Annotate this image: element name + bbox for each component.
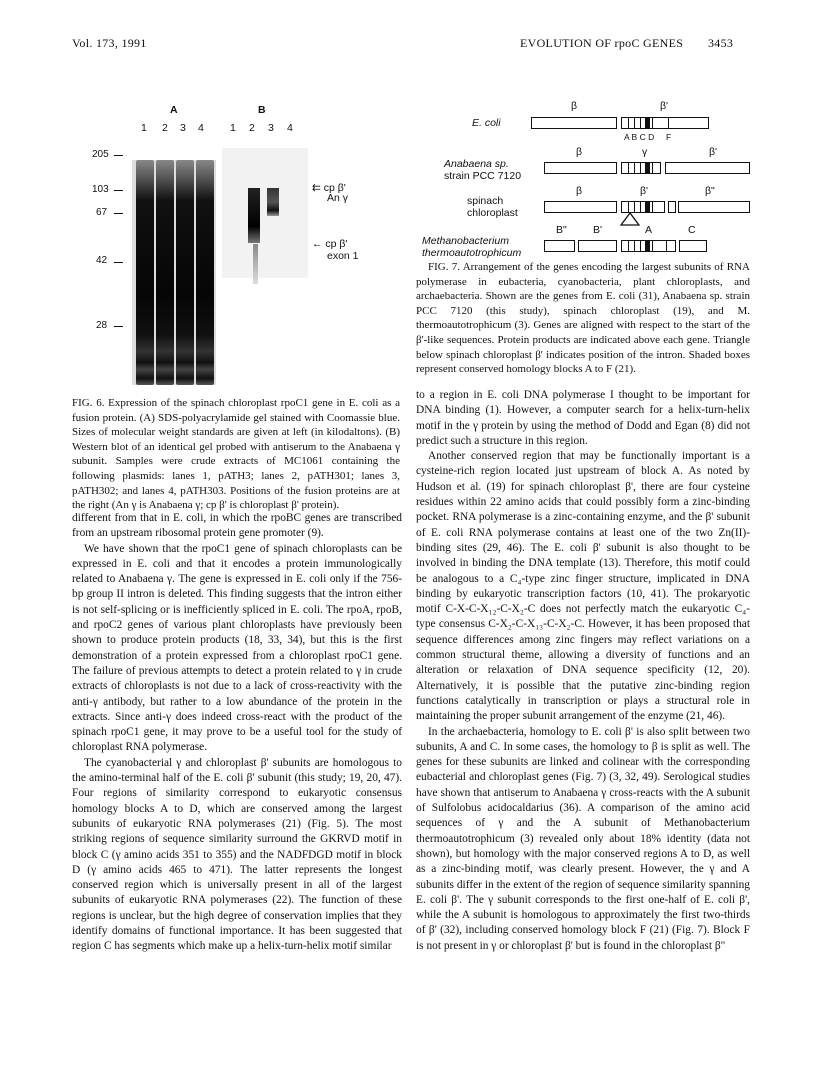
paragraph: In the archaebacteria, homology to E. coli β' is also split between two subunits, A and C. In some cases, the homology to β is split as well. The genes for these subunits are linked and colinear with the corresponding eubacterial and chloroplast genes (Fig. 7) (3, 32, 49). Serological studies have shown that antiserum to Anabaena γ cross-reacts with the A subunit of Sulfolobus acidocaldarius (36). A comparison of the amino acid sequences of γ and the A subunit of Methanobacterium thermoautotrophicum (3) revealed only about 18% identity (data not shown), but homology with the major conserved regions A to D, as well as a zinc-binding motif, was clearly present. However, the γ and A subunits differ in the extent of the region of sequence similarity spanning E. coli β'. The γ subunit corresponds to the first one-half of E. coli β', while the A subunit is homologous to approximately the first two-thirds of β' (32), including conserved homology block F (21) (Fig. 7). Block F is not present in γ or chloroplast β' but is found in the chloroplast β": [416, 725, 750, 952]
marker-28: 28: [96, 320, 108, 331]
label-an-gamma: An γ: [327, 192, 349, 204]
paragraph: We have shown that the rpoC1 gene of spinach chloroplasts can be expressed in E. coli and that it encodes a protein immunologically related to Anabaena γ. The gene is expressed in E. coli only if the 756-bp group II intron is deleted. This finding suggests that the intron either is not self-splicing or is inefficiently spliced in E. coli. The rpoA, rpoB, and rpoC2 genes of various plant chloroplasts have previously been shown to produce protein products (18, 33, 34), but this is the first demonstration of a protein expressed from a chloroplast rpoC1 gene. The failure of previous attempts to detect a protein related to γ in crude extracts of chloroplasts is not due to a lack of cross-reactivity with the anti-γ antibody, but rather to a low abundance of the protein in the extracts. Since anti-γ does indeed cross-react with the product of the spinach rpoC1 gene, it may prove to be a useful tool for the study of chloroplast RNA polymerase.: [72, 542, 402, 754]
organism-label: E. coli: [472, 117, 501, 129]
intron-triangle-icon: [620, 212, 640, 226]
gene-box: [668, 201, 676, 213]
organism-label: chloroplast: [467, 207, 518, 219]
right-column-text: [416, 388, 750, 954]
marker-205: 205: [92, 149, 109, 160]
gene-box: [679, 240, 707, 252]
panel-b-label: B: [258, 104, 266, 116]
gene-label: β': [709, 146, 718, 158]
journal-volume: Vol. 173, 1991: [72, 36, 147, 50]
gene-label: β: [576, 146, 583, 158]
gene-label: β: [571, 100, 578, 112]
panel-a-label: A: [170, 104, 178, 116]
gene-box-conserved: [621, 240, 676, 252]
paragraph: different from that in E. coli, in which the rpoBC genes are transcribed from an upstream ribosomal protein gene promoter (9).: [72, 512, 402, 540]
gene-label: B': [593, 224, 603, 236]
lane-label: 4: [287, 122, 293, 134]
paragraph: to a region in E. coli DNA polymerase I thought to be important for DNA binding (1). However, a computer search for a helix-turn-helix motif in the γ protein by using the method of Dodd and Egan (8) did not predict such a structure in this region.: [416, 389, 750, 447]
figure-6-caption: FIG. 6. Expression of the spinach chloroplast rpoC1 gene in E. coli as a fusion protein. (A) SDS-polyacrylamide gel stained with Coomassie blue. Sizes of molecular weight standards are given at left (in kilodaltons). (B) Western blot of an identical gel probed with antiserum to the Anabaena γ subunit. Samples were crude extracts of MC1061 containing the following plasmids: lanes 1, pATH3; lanes 2, pATH301; lanes 3, pATH302; and lanes 4, pATH303. Positions of the fusion proteins are at the right (An γ is Anabaena γ; cp β' is chloroplast β' protein).: [72, 397, 400, 512]
gene-box: [678, 201, 750, 213]
gene-label: β': [640, 185, 649, 197]
organism-label: spinach: [467, 195, 504, 207]
western-blot-panel-b: [222, 148, 308, 278]
organism-label: Methanobacterium: [422, 235, 509, 247]
page-number: 3453: [708, 36, 734, 50]
organism-label: strain PCC 7120: [444, 170, 522, 182]
gene-label: A: [645, 224, 653, 236]
gene-box: [544, 201, 617, 213]
left-column-text: [72, 511, 402, 955]
gene-box-conserved: [621, 117, 709, 129]
gene-box-conserved: [621, 162, 661, 174]
gel-panel-a: [132, 160, 216, 385]
lane-label: 3: [268, 122, 274, 134]
running-title: EVOLUTION OF rpoC GENES: [520, 36, 684, 50]
lane-label: 4: [198, 122, 204, 134]
lane-label: 1: [141, 122, 147, 134]
homology-block-labels: A B C D F: [624, 132, 672, 142]
organism-label: Anabaena sp.: [444, 158, 509, 170]
gene-box: [578, 240, 617, 252]
arrow-cp-exon1: ← cp β': [312, 238, 348, 250]
marker-42: 42: [96, 255, 108, 266]
paragraph: Another conserved region that may be functionally important is a cysteine-rich region located just upstream of block A. As noted by Hudson et al. (19) for spinach chloroplast β', there are four cysteine residues within 22 amino acids that could possibly form a zinc-binding pocket. RNA polymerase is a zinc-containing enzyme, and the β' subunit of E. coli RNA polymerase contains at least one of the two Zn(II)-binding sites (29, 46). The E. coli β' subunit is also thought to be involved in binding the DNA template (13). Therefore, this motif could be analogous to a C₄-type zinc finger structure, implicated in DNA binding by eukaryotic transcription factors (10, 41). The prokaryotic motif C-X-C-X₁₂-C-X₂-C does not perfectly match the eukaryotic C₄-type consensus C-X₂-C-X₁₃-C-X₂-C. However, it has been proposed that sequence differences among zinc fingers may reflect variations on a common structural theme, allowing a diversity of functions and an alteration or relaxation of DNA sequence specificity (12, 20). Alternatively, it is possible that the putative zinc-binding region functions catalytically in transcription or plays a structural role in maintaining the proper subunit arrangement of the enzyme (21, 46).: [416, 450, 750, 723]
lane-label: 1: [230, 122, 236, 134]
gene-label: γ: [642, 146, 648, 158]
gene-label: β': [660, 100, 669, 112]
gene-box: [665, 162, 750, 174]
gene-label: β": [705, 185, 715, 197]
lane-label: 2: [249, 122, 255, 134]
figure-7-caption: FIG. 7. Arrangement of the genes encoding the largest subunits of RNA polymerase in eubacteria, cyanobacteria, plant chloroplasts, and archaebacteria. Shown are the genes from E. coli (31), Anabaena sp. strain PCC 7120 (this study), spinach chloroplast (19), and M. thermoautotrophicum (3). Genes are aligned with respect to the start of the β'-like sequences. Protein products are indicated above each gene. Triangle below spinach chloroplast β' indicates position of the intron. Shaded boxes represent conserved homology blocks A to F (21).: [416, 261, 750, 376]
marker-67: 67: [96, 207, 108, 218]
paragraph: The cyanobacterial γ and chloroplast β' subunits are homologous to the amino-terminal half of the E. coli β' subunit (this study; 19, 20, 47). Four regions of similarity correspond to eukaryotic consensus homology blocks A to D, which are conserved among the largest subunits of eukaryotic RNA polymerases (21) (Fig. 5). The most striking regions of sequence similarity surround the GKRVD motif in block C (γ amino acids 351 to 355) and the NADFDGD motif in block D (γ amino acids 465 to 471). The latter represents the longest conserved region which is universally present in all of the largest subunits of eukaryotic RNA polymerases (22). The function of these regions is unclear, but the high degree of conservation implies that they identify domains of functional importance. It has been suggested that region C has segments which make up a helix-turn-helix motif similar: [72, 756, 402, 953]
gene-box: [531, 117, 617, 129]
gene-label: B": [556, 224, 567, 236]
gene-box: [544, 162, 617, 174]
lane-label: 2: [162, 122, 168, 134]
marker-103: 103: [92, 184, 109, 195]
gene-label: C: [688, 224, 696, 236]
gene-box: [544, 240, 575, 252]
organism-label: thermoautotrophicum: [422, 247, 522, 259]
gene-label: β: [576, 185, 583, 197]
label-exon-1: exon 1: [327, 250, 359, 262]
arrow-cp-beta-prime: ⇇ cp β': [312, 182, 346, 194]
lane-label: 3: [180, 122, 186, 134]
